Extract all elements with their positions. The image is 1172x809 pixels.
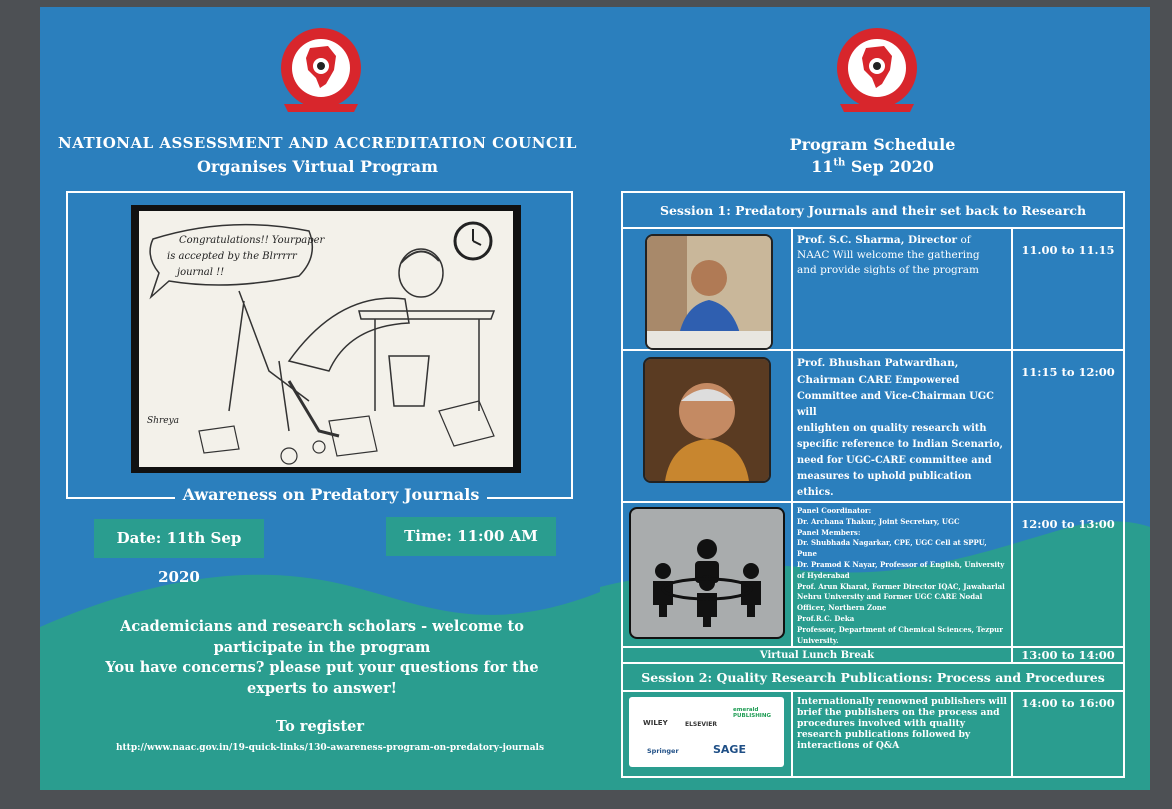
invitation-line: experts to answer! xyxy=(246,679,397,697)
invitation-text xyxy=(102,617,542,699)
org-subtitle: Organises Virtual Program xyxy=(196,157,439,176)
photo-cell xyxy=(622,350,792,502)
publishers-line: research publications followed by xyxy=(797,729,971,741)
brochure xyxy=(40,7,1150,790)
register-url[interactable]: http://www.naac.gov.in/19-quick-links/130-awareness-program-on-predatory-journals xyxy=(115,743,545,753)
time-slot: 12:00 to 13:00 xyxy=(1012,502,1124,647)
date-badge: Date: 11th Sep 2020 xyxy=(94,519,264,558)
table-row xyxy=(622,228,1124,350)
panel-line: Professor, Department of Chemical Sciences, Tezpur xyxy=(797,624,1003,634)
panel-discussion-icon xyxy=(629,507,785,639)
session-2-header: Session 2: Quality Research Publications: Process and Procedures xyxy=(622,663,1124,691)
elsevier-logo: ELSEVIER xyxy=(685,721,717,729)
panel-line: Prof.R.C. Deka xyxy=(797,613,855,623)
schedule-date: 11th Sep 2020 xyxy=(811,157,934,176)
awareness-banner: Awareness on Predatory Journals xyxy=(175,485,487,504)
speech-line-1: Congratulations!! Yourpaper xyxy=(179,235,325,246)
photo-cell xyxy=(622,691,792,777)
schedule-title: Program Schedule xyxy=(789,135,956,154)
panel-line: Dr. Shubhada Nagarkar, CPE, UGC Cell at SPPU, Pune xyxy=(797,538,987,559)
time-slot: 11:15 to 12:00 xyxy=(1012,350,1124,502)
time-slot: 13:00 to 14:00 xyxy=(1012,647,1124,663)
register-label: To register xyxy=(275,718,365,735)
time-badge: Time: 11:00 AM xyxy=(386,517,556,556)
publisher-logos xyxy=(629,697,784,767)
speaker-photo-sharma xyxy=(645,234,773,350)
emerald-logo: emerald PUBLISHING xyxy=(733,707,771,720)
cartoon-drawing xyxy=(139,211,513,467)
schedule-table xyxy=(621,191,1125,778)
speaker-photo-patwardhan xyxy=(643,357,771,483)
speaker-2-description: Prof. Bhushan Patwardhan, Chairman CARE Empowered Committee and Vice-Chairman UGC will enlighten on quality research with specific reference to Indian Scenario, need for UGC-CARE committee and measures to uphold publication ethics. xyxy=(792,350,1012,502)
panel-line: of Hyderabad xyxy=(797,570,850,580)
invitation-line: participate in the program xyxy=(213,638,431,656)
invitation-line: You have concerns? please put your questions for the xyxy=(105,659,539,676)
publishers-line: procedures involved with quality xyxy=(797,718,966,730)
speaker-1-description: Prof. S.C. Sharma, Director of NAAC Will welcome the gathering and provide sights of the program xyxy=(792,228,1012,350)
table-row xyxy=(622,691,1124,777)
org-title: NATIONAL ASSESSMENT AND ACCREDITATION COUNCIL xyxy=(58,134,577,152)
panel-line: Prof. Arun Kharat, Former Director IQAC, Jawaharlal xyxy=(797,581,1005,591)
speech-line-2: is accepted by the Blrrrrr xyxy=(167,251,297,262)
publishers-line: interactions of Q&A xyxy=(797,740,900,752)
publishers-description xyxy=(792,691,1012,777)
panel-description xyxy=(792,502,1012,647)
cartoon-signature: Shreya xyxy=(147,416,180,426)
naac-logo-right xyxy=(832,26,922,116)
springer-logo: Springer xyxy=(647,747,679,756)
publishers-line: Internationally renowned publishers will xyxy=(797,696,1007,708)
panel-line: Nehru University and Former UGC CARE Nodal xyxy=(797,592,983,602)
panel-line: Panel Coordinator: xyxy=(797,506,872,515)
photo-cell xyxy=(622,228,792,350)
panel-line: Panel Members: xyxy=(797,527,861,537)
invitation-line: Academicians and research scholars - welcome to xyxy=(120,618,524,635)
table-row xyxy=(622,502,1124,647)
panel-line: University. xyxy=(797,635,839,645)
panel-line: Dr. Archana Thakur, Joint Secretary, UGC xyxy=(797,516,960,526)
table-row xyxy=(622,350,1124,502)
naac-logo-left xyxy=(276,26,366,116)
publishers-line: brief the publishers on the process and xyxy=(797,707,1000,719)
wiley-logo: WILEY xyxy=(643,719,668,728)
photo-cell xyxy=(622,502,792,647)
speech-line-3: journal !! xyxy=(177,267,225,278)
table-row xyxy=(622,647,1124,663)
time-slot: 11.00 to 11.15 xyxy=(1012,228,1124,350)
sage-logo: SAGE xyxy=(713,743,746,757)
panel-line: Officer, Northern Zone xyxy=(797,603,887,613)
session-1-header: Session 1: Predatory Journals and their set back to Research xyxy=(622,192,1124,228)
time-slot: 14:00 to 16:00 xyxy=(1012,691,1124,777)
lunch-break-label: Virtual Lunch Break xyxy=(622,647,1012,663)
panel-line: Dr. Pramod K Nayar, Professor of English, University xyxy=(797,559,1005,569)
cartoon-image xyxy=(131,205,521,473)
